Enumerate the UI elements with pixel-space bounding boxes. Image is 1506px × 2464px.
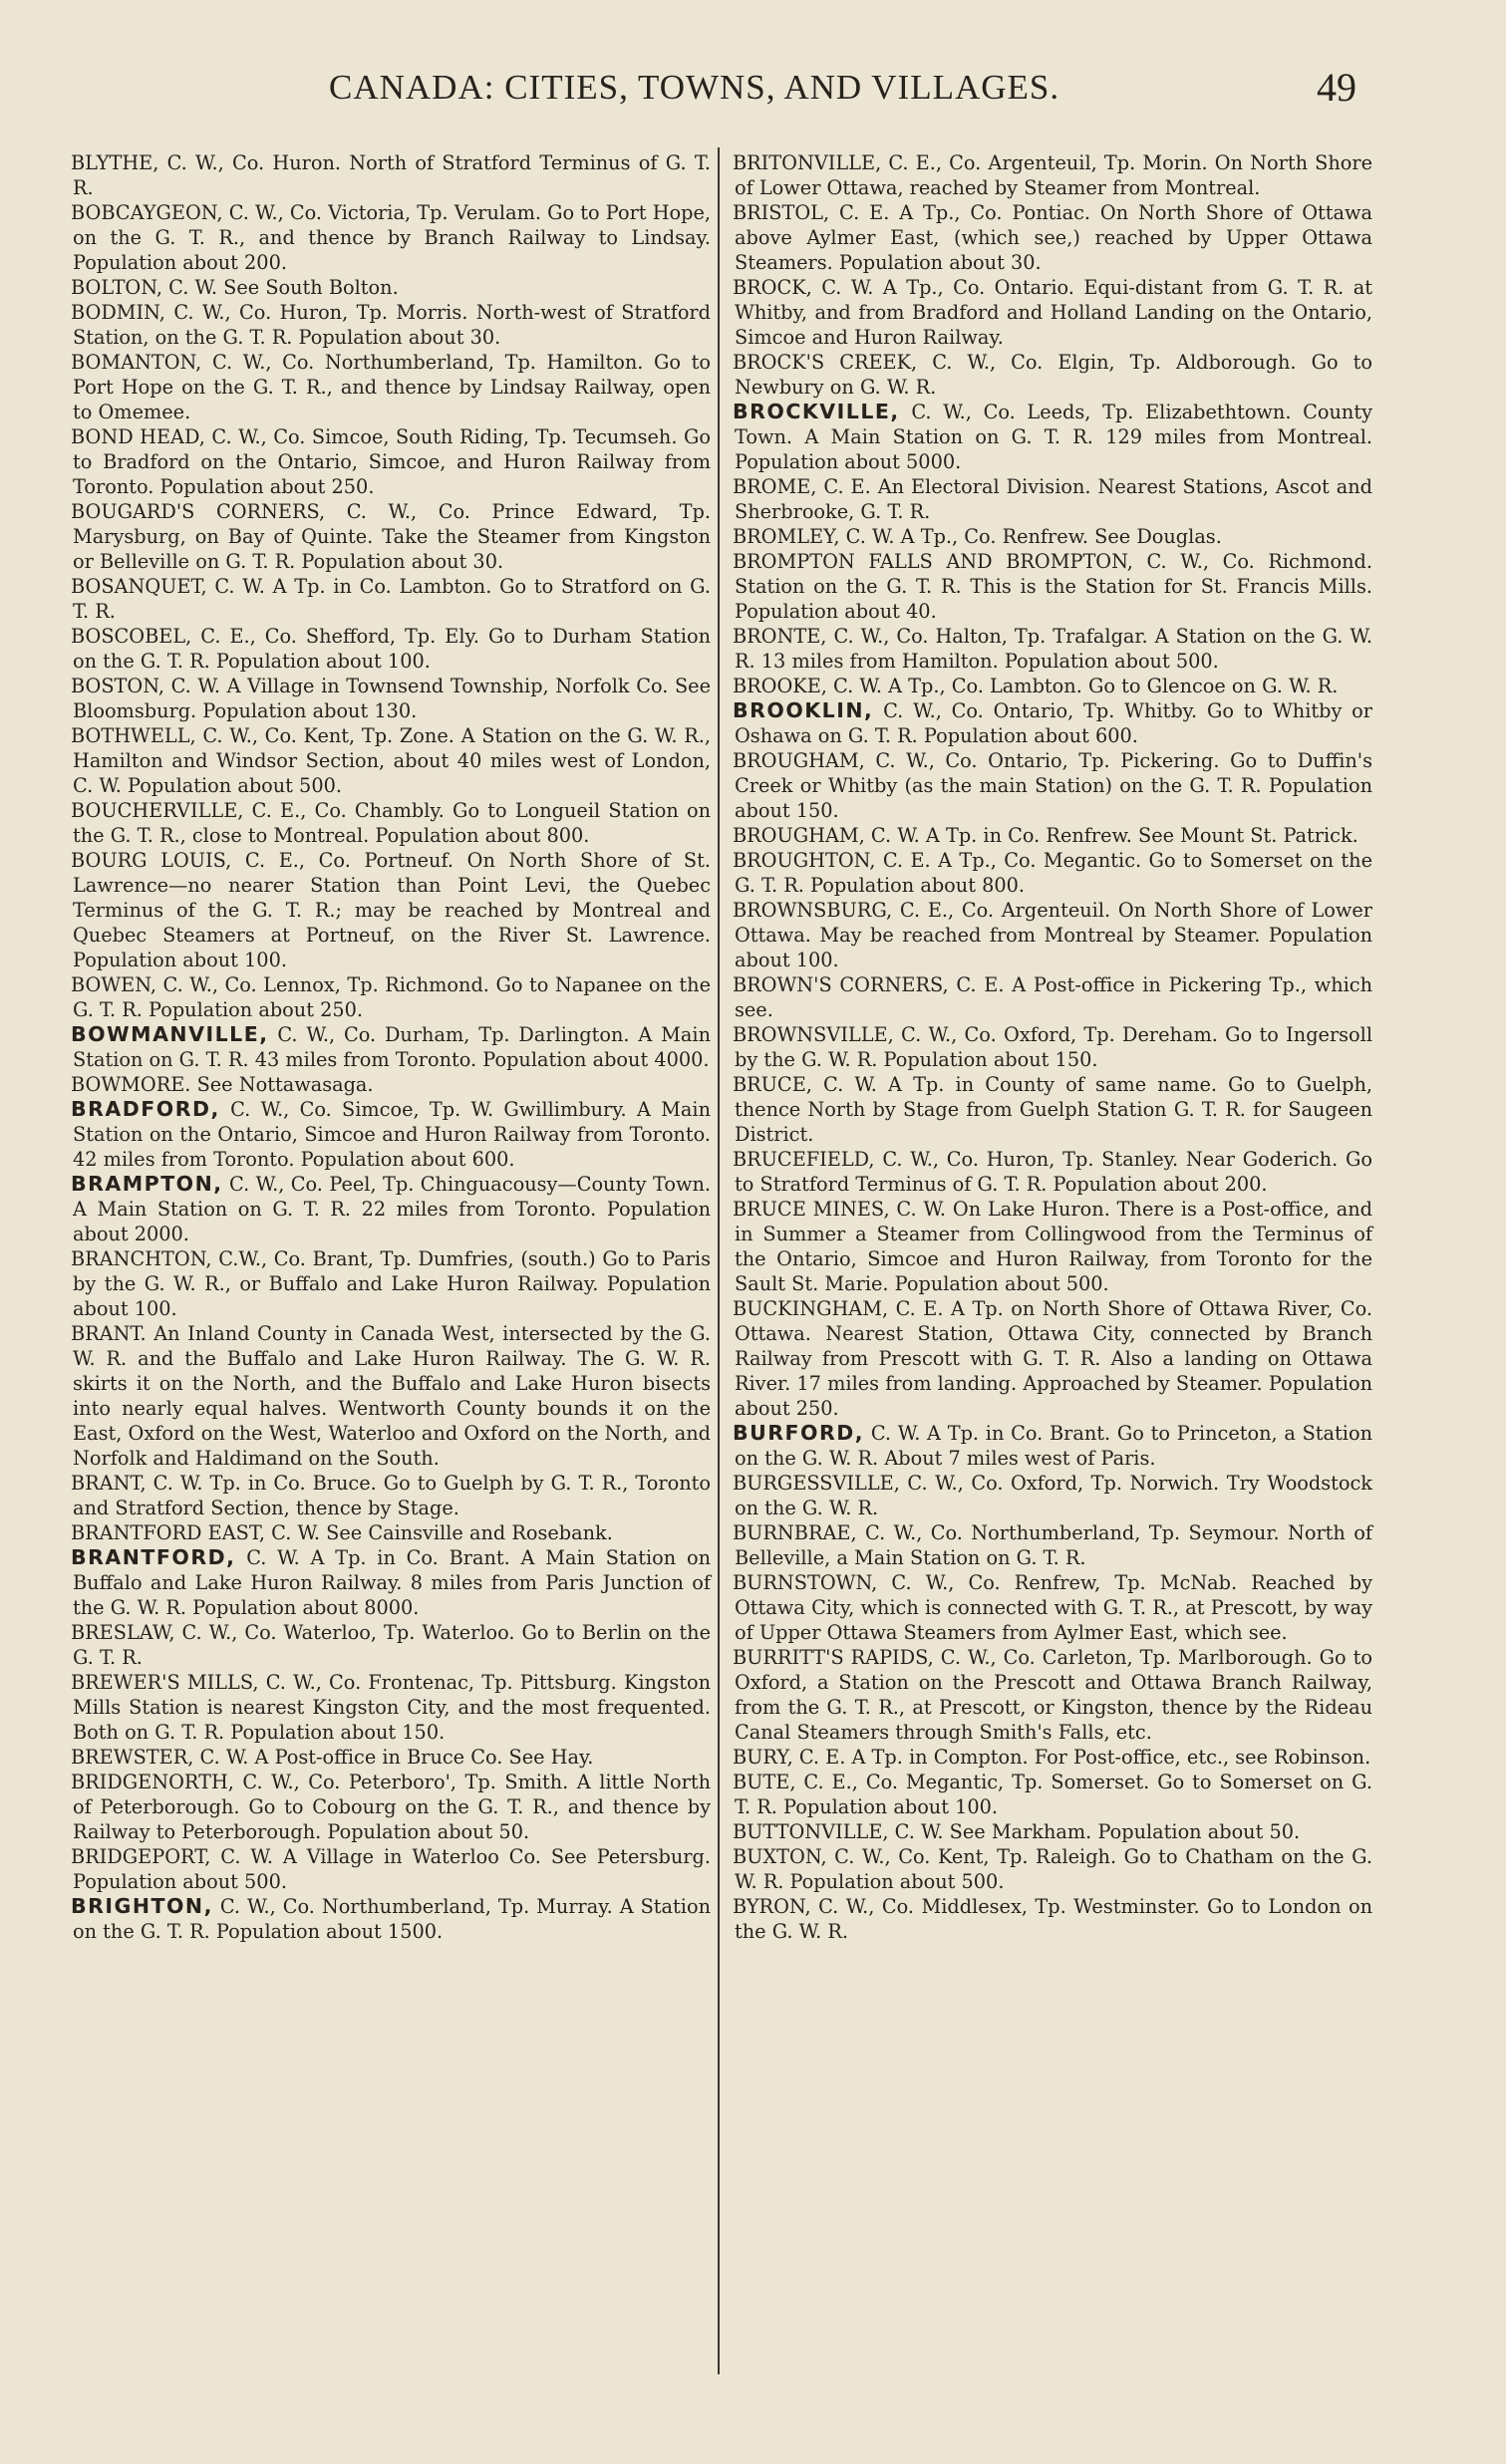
- gazetteer-entry: [73, 1471, 711, 1520]
- entry-text: C. E. An Electoral Division. Nearest Stations, Ascot and Sherbrooke, G. T. R.: [735, 475, 1372, 523]
- gazetteer-entry: [735, 1421, 1372, 1471]
- entry-text: C. W., Co. Kent, Tp. Raleigh. Go to Chatham on the G. W. R. Population about 500.: [735, 1845, 1372, 1893]
- gazetteer-entry: [73, 1545, 711, 1620]
- entry-text: See Nottawasaga.: [190, 1073, 374, 1096]
- gazetteer-entry: [73, 1097, 711, 1172]
- entry-name: BOWEN,: [71, 973, 156, 996]
- gazetteer-entry: [73, 1844, 711, 1894]
- entry-text: C. W., Co. Prince Edward, Tp. Marysburg, on Bay of Quinte. Take the Steamer from Kingston or Belleville on G. T. R. Population about 30.: [73, 500, 711, 573]
- entry-text: C. E., Co. Argenteuil. On North Shore of Lower Ottawa. May be reached from Montreal by Steamer. Population about 100.: [735, 899, 1372, 971]
- entry-name: BRANT,: [71, 1472, 147, 1495]
- page-number: 49: [1317, 65, 1356, 110]
- gazetteer-entry: [73, 300, 711, 350]
- entry-text: C. W., Co. Leeds, Tp. Elizabethtown. County Town. A Main Station on G. T. R. 129 miles from Montreal. Population about 5000.: [735, 401, 1372, 473]
- gazetteer-entry: [73, 150, 711, 200]
- entry-name: BROUGHTON,: [733, 849, 876, 872]
- entry-text: C. W. See Markham. Population about 50.: [888, 1820, 1301, 1843]
- entry-text: C. W., Co. Ontario, Tp. Whitby. Go to Whitby or Oshawa on G. T. R. Population about 600.: [735, 699, 1372, 747]
- entry-name: BROUGHAM,: [733, 749, 865, 772]
- entry-text: C. W., Co. Northumberland, Tp. Hamilton. Go to Port Hope on the G. T. R., and thence by Lindsay Railway, open to Omemee.: [73, 351, 711, 423]
- gazetteer-entry: [73, 798, 711, 848]
- gazetteer-entry: [735, 350, 1372, 400]
- gazetteer-entry: [73, 848, 711, 972]
- gazetteer-entry: [73, 1894, 711, 1944]
- entry-text: C. E. A Tp., Co. Pontiac. On North Shore of Ottawa above Aylmer East, (which see,) reached by Upper Ottawa Steamers. Population about 30.: [735, 201, 1372, 274]
- gazetteer-entry: [735, 698, 1372, 748]
- entry-name: BOBCAYGEON,: [71, 201, 223, 224]
- gazetteer-entry: [73, 350, 711, 424]
- entry-text: C. W., Co. Elgin, Tp. Aldborough. Go to Newbury on G. W. R.: [735, 351, 1372, 399]
- entry-text: C. W., Co. Durham, Tp. Darlington. A Main Station on G. T. R. 43 miles from Toronto. Population about 4000.: [73, 1023, 711, 1071]
- entry-name: BOSCOBEL,: [71, 625, 192, 648]
- gazetteer-entry: [735, 848, 1372, 898]
- gazetteer-entry: [735, 400, 1372, 474]
- entry-text: C. W., Co. Peterboro', Tp. Smith. A little North of Peterborough. Go to Cobourg on the G. T. R., and thence by Railway to Peterborough. Population about 50.: [73, 1771, 711, 1843]
- gazetteer-entry: [73, 424, 711, 499]
- entry-name: BOUCHERVILLE,: [71, 799, 244, 822]
- entry-name: BUCKINGHAM,: [733, 1297, 889, 1320]
- entry-text: An Inland County in Canada West, intersected by the G. W. R. and the Buffalo and Lake Huron Railway. The G. W. R. skirts it on the North, and the Buffalo and Lake Huron bisects into nearly equal halves. Wentworth County bounds it on the East, Oxford on the West, Waterloo and Oxford on the North, and Norfolk and Haldimand on the South.: [73, 1322, 711, 1470]
- entry-name: BROOKLIN,: [733, 698, 874, 722]
- gazetteer-entry: [73, 1072, 711, 1097]
- entry-name: BOSANQUET,: [71, 575, 207, 598]
- gazetteer-entry: [73, 723, 711, 798]
- entry-text: C. E., Co. Chambly. Go to Longueil Station on the G. T. R., close to Montreal. Population about 800.: [73, 799, 711, 847]
- entry-text: C.W., Co. Brant, Tp. Dumfries, (south.) Go to Paris by the G. W. R., or Buffalo and Lake Huron Railway. Population about 100.: [73, 1247, 711, 1320]
- entry-name: BOLTON,: [71, 276, 162, 299]
- entry-name: BRISTOL,: [733, 201, 830, 224]
- entry-text: C. W. A Tp. in Co. Lambton. Go to Stratford on G. T. R.: [73, 575, 711, 623]
- entry-name: BODMIN,: [71, 301, 165, 324]
- gazetteer-entry: [735, 823, 1372, 848]
- entry-name: BRANCHTON,: [71, 1247, 212, 1270]
- entry-text: C. W. Tp. in Co. Bruce. Go to Guelph by G. T. R., Toronto and Stratford Section, thence by Stage.: [73, 1472, 711, 1519]
- entry-text: C. W., Co. Halton, Tp. Trafalgar. A Station on the G. W. R. 13 miles from Hamilton. Population about 500.: [735, 625, 1372, 673]
- gazetteer-entry: [735, 549, 1372, 624]
- entry-name: BOWMORE.: [71, 1073, 191, 1096]
- gazetteer-entry: [735, 474, 1372, 524]
- gazetteer-entry: [735, 1645, 1372, 1745]
- entry-text: C. W., Co. Middlesex, Tp. Westminster. Go to London on the G. W. R.: [735, 1895, 1372, 1943]
- entry-name: BROMPTON FALLS AND BROMPTON,: [733, 550, 1133, 573]
- gazetteer-entry: [73, 1246, 711, 1321]
- entry-name: BROMLEY,: [733, 525, 840, 548]
- gazetteer-entry: [735, 674, 1372, 698]
- entry-name: BUTE,: [733, 1771, 796, 1793]
- gazetteer-entry: [73, 972, 711, 1022]
- gazetteer-entry: [735, 748, 1372, 823]
- entry-name: BRUCE,: [733, 1073, 812, 1096]
- entry-text: C. W. A Post-office in Bruce Co. See Hay.: [193, 1746, 594, 1769]
- gazetteer-entry: [735, 1745, 1372, 1770]
- gazetteer-entry: [73, 1172, 711, 1246]
- page-header: [0, 65, 1506, 118]
- entry-text: C. W., Co. Waterloo, Tp. Waterloo. Go to Berlin on the G. T. R.: [73, 1621, 711, 1669]
- entry-name: BURGESSVILLE,: [733, 1472, 900, 1495]
- entry-text: C. E. A Post-office in Pickering Tp., which see.: [735, 973, 1372, 1021]
- entry-text: C. E. A Tp. in Compton. For Post-office, etc., see Robinson.: [792, 1746, 1371, 1769]
- entry-name: BRANTFORD EAST,: [71, 1521, 265, 1544]
- entry-text: C. W. A Tp. in Co. Brant. A Main Station on Buffalo and Lake Huron Railway. 8 miles from Paris Junction of the G. W. R. Population about 8000.: [73, 1546, 711, 1619]
- entry-name: BRITONVILLE,: [733, 151, 882, 174]
- entry-name: BREWSTER,: [71, 1746, 194, 1769]
- entry-text: C. W., Co. Oxford, Tp. Dereham. Go to Ingersoll by the G. W. R. Population about 150.: [735, 1023, 1372, 1071]
- entry-name: BRADFORD,: [71, 1097, 220, 1121]
- entry-text: C. E., Co. Portneuf. On North Shore of St. Lawrence—no nearer Station than Point Levi, the Quebec Terminus of the G. T. R.; may be reached by Montreal and Quebec Steamers at Portneuf, on the River St. Lawrence. Population about 100.: [73, 849, 711, 971]
- entry-text: C. W. A Tp. in Co. Brant. Go to Princeton, a Station on the G. W. R. About 7 miles west of Paris.: [735, 1422, 1372, 1470]
- gazetteer-entry: [735, 150, 1372, 200]
- entry-name: BROCK'S CREEK,: [733, 351, 918, 374]
- entry-text: C. W., Co. Frontenac, Tp. Pittsburg. Kingston Mills Station is nearest Kingston City, and the most frequented. Both on G. T. R. Population about 150.: [73, 1671, 711, 1744]
- entry-name: BURRITT'S RAPIDS,: [733, 1646, 934, 1669]
- entry-name: BYRON,: [733, 1895, 811, 1918]
- gazetteer-entry: [735, 1296, 1372, 1421]
- entry-text: C. W. See Cainsville and Rosebank.: [265, 1521, 613, 1544]
- entry-text: C. W., Co. Northumberland, Tp. Seymour. North of Belleville, a Main Station on G. T. R.: [735, 1521, 1372, 1569]
- entry-name: BROWN'S CORNERS,: [733, 973, 949, 996]
- gazetteer-entry: [73, 1520, 711, 1545]
- gazetteer-entry: [73, 624, 711, 674]
- gazetteer-entry: [735, 1197, 1372, 1296]
- entry-name: BREWER'S MILLS,: [71, 1671, 259, 1694]
- entry-text: C. W., Co. Simcoe, South Riding, Tp. Tecumseh. Go to Bradford on the Ontario, Simcoe, and Huron Railway from Toronto. Population about 250.: [73, 425, 711, 498]
- entry-name: BROCK,: [733, 276, 812, 299]
- entry-text: C. E., Co. Megantic, Tp. Somerset. Go to Somerset on G. T. R. Population about 100.: [735, 1771, 1372, 1818]
- entry-name: BOND HEAD,: [71, 425, 205, 448]
- entry-name: BLYTHE,: [71, 151, 159, 174]
- entry-text: C. W., Co. Victoria, Tp. Verulam. Go to Port Hope, on the G. T. R., and thence by Branch Railway to Lindsay. Population about 200.: [73, 201, 711, 274]
- entry-text: C. W., Co. Richmond. Station on the G. T. R. This is the Station for St. Francis Mills. Population about 40.: [735, 550, 1373, 623]
- entry-text: C. W. A Tp., Co. Lambton. Go to Glencoe on G. W. R.: [826, 675, 1339, 697]
- entry-text: C. W., Co. Oxford, Tp. Norwich. Try Woodstock on the G. W. R.: [735, 1472, 1372, 1519]
- entry-text: C. E., Co. Shefford, Tp. Ely. Go to Durham Station on the G. T. R. Population about 100.: [73, 625, 711, 673]
- entry-name: BRAMPTON,: [71, 1172, 223, 1196]
- gazetteer-entry: [735, 1770, 1372, 1819]
- gazetteer-entry: [73, 275, 711, 300]
- entry-text: C. W., Co. Renfrew, Tp. McNab. Reached by Ottawa City, which is connected with G. T. R., at Prescott, by way of Upper Ottawa Steamers from Aylmer East, which see.: [735, 1571, 1372, 1644]
- gazetteer-entry: [735, 524, 1372, 549]
- gazetteer-entry: [73, 1321, 711, 1471]
- entry-name: BROWNSBURG,: [733, 899, 893, 922]
- gazetteer-entry: [735, 275, 1372, 350]
- gazetteer-entry: [73, 200, 711, 275]
- entry-text: C. W., Co. Carleton, Tp. Marlborough. Go to Oxford, a Station on the Prescott and Ottawa Branch Railway, from the G. T. R., at Prescott, or Kingston, thence by the Rideau Canal Steamers through Smith's Falls, etc.: [735, 1646, 1372, 1744]
- entry-name: BOSTON,: [71, 675, 164, 697]
- gazetteer-entry: [735, 1147, 1372, 1197]
- gazetteer-entry: [735, 200, 1372, 275]
- entry-name: BOWMANVILLE,: [71, 1022, 269, 1046]
- gazetteer-entry: [735, 1844, 1372, 1894]
- entry-name: BOTHWELL,: [71, 724, 196, 747]
- entry-name: BUTTONVILLE,: [733, 1820, 889, 1843]
- gazetteer-entry: [735, 898, 1372, 972]
- entry-name: BURNBRAE,: [733, 1521, 857, 1544]
- entry-text: C. E. A Tp., Co. Megantic. Go to Somerset on the G. T. R. Population about 800.: [735, 849, 1372, 897]
- entry-text: C. W. A Village in Waterloo Co. See Petersburg. Population about 500.: [73, 1845, 711, 1893]
- gazetteer-entry: [73, 1022, 711, 1072]
- entry-name: BOURG LOUIS,: [71, 849, 232, 872]
- entry-name: BRIGHTON,: [71, 1894, 213, 1918]
- entry-text: C. W. A Tp., Co. Renfrew. See Douglas.: [839, 525, 1222, 548]
- entry-name: BRESLAW,: [71, 1621, 175, 1644]
- entry-name: BOMANTON,: [71, 351, 202, 374]
- gazetteer-entry: [73, 574, 711, 624]
- gazetteer-entry: [735, 972, 1372, 1022]
- left-column: [73, 150, 711, 1944]
- gazetteer-entry: [73, 1745, 711, 1770]
- entry-text: C. W., Co. Ontario, Tp. Pickering. Go to Duffin's Creek or Whitby (as the main Station) on the G. T. R. Population about 150.: [735, 749, 1372, 822]
- entry-name: BRUCE MINES,: [733, 1198, 890, 1221]
- column-divider: [718, 147, 720, 2374]
- gazetteer-entry: [73, 1670, 711, 1745]
- entry-name: BROME,: [733, 475, 817, 498]
- entry-text: C. W., Co. Simcoe, Tp. W. Gwillimbury. A Main Station on the Ontario, Simcoe and Huron Railway from Toronto. 42 miles from Toronto. Population about 600.: [73, 1098, 711, 1171]
- entry-text: C. W., Co. Peel, Tp. Chinguacousy—County Town. A Main Station on G. T. R. 22 miles from Toronto. Population about 2000.: [73, 1173, 711, 1245]
- gazetteer-entry: [73, 499, 711, 574]
- entry-name: BRONTE,: [733, 625, 827, 648]
- entry-text: C. W. A Tp., Co. Ontario. Equi-distant from G. T. R. at Whitby, and from Bradford and Holland Landing on the Ontario, Simcoe and Huron Railway.: [735, 276, 1372, 349]
- entry-text: C. W. On Lake Huron. There is a Post-office, and in Summer a Steamer from Collingwood from the Terminus of the Ontario, Simcoe and Huron Railway, from Toronto for the Sault St. Marie. Population about 500.: [735, 1198, 1372, 1295]
- entry-name: BOUGARD'S CORNERS,: [71, 500, 326, 523]
- gazetteer-entry: [73, 674, 711, 723]
- entry-name: BURFORD,: [733, 1421, 865, 1445]
- running-title: CANADA: CITIES, TOWNS, AND VILLAGES.: [329, 68, 1060, 107]
- entry-text: C. W. A Tp. in Co. Renfrew. See Mount St. Patrick.: [864, 824, 1358, 847]
- entry-name: BROCKVILLE,: [733, 400, 900, 423]
- gazetteer-entry: [73, 1770, 711, 1844]
- entry-name: BRUCEFIELD,: [733, 1148, 875, 1171]
- gazetteer-entry: [735, 1819, 1372, 1844]
- entry-text: C. W., Co. Lennox, Tp. Richmond. Go to Napanee on the G. T. R. Population about 250.: [73, 973, 711, 1021]
- entry-name: BURY,: [733, 1746, 793, 1769]
- entry-name: BRANT.: [71, 1322, 147, 1345]
- entry-name: BROUGHAM,: [733, 824, 865, 847]
- entry-text: C. W. A Village in Townsend Township, Norfolk Co. See Bloomsburg. Population about 130.: [73, 675, 711, 722]
- entry-text: C. W., Co. Kent, Tp. Zone. A Station on the G. W. R., Hamilton and Windsor Section, about 40 miles west of London, C. W. Population about 500.: [73, 724, 711, 797]
- entry-text: C. W., Co. Huron. North of Stratford Terminus of G. T. R.: [73, 151, 711, 199]
- entry-text: C. E., Co. Argenteuil, Tp. Morin. On North Shore of Lower Ottawa, reached by Steamer from Montreal.: [735, 151, 1372, 199]
- entry-name: BRANTFORD,: [71, 1545, 236, 1569]
- entry-text: C. W. A Tp. in County of same name. Go to Guelph, thence North by Stage from Guelph Station G. T. R. for Saugeen District.: [735, 1073, 1372, 1146]
- gazetteer-entry: [735, 624, 1372, 674]
- gazetteer-entry: [735, 1072, 1372, 1147]
- entry-text: C. W. See South Bolton.: [162, 276, 399, 299]
- entry-text: C. W., Co. Huron, Tp. Morris. North-west of Stratford Station, on the G. T. R. Population about 30.: [73, 301, 711, 349]
- entry-text: C. E. A Tp. on North Shore of Ottawa River, Co. Ottawa. Nearest Station, Ottawa City, connected by Branch Railway from Prescott with G. T. R. Also a landing on Ottawa River. 17 miles from landing. Approached by Steamer. Population about 250.: [735, 1297, 1372, 1420]
- gazetteer-entry: [735, 1471, 1372, 1520]
- entry-name: BUXTON,: [733, 1845, 827, 1868]
- gazetteer-entry: [735, 1894, 1372, 1944]
- gazetteer-entry: [735, 1520, 1372, 1570]
- entry-name: BRIDGENORTH,: [71, 1771, 234, 1793]
- entry-text: C. W., Co. Huron, Tp. Stanley. Near Goderich. Go to Stratford Terminus of G. T. R. Population about 200.: [735, 1148, 1372, 1196]
- gazetteer-entry: [73, 1620, 711, 1670]
- entry-name: BURNSTOWN,: [733, 1571, 878, 1594]
- entry-name: BROOKE,: [733, 675, 827, 697]
- gazetteer-entry: [735, 1022, 1372, 1072]
- gazetteer-entry: [735, 1570, 1372, 1645]
- entry-name: BRIDGEPORT,: [71, 1845, 211, 1868]
- entry-name: BROWNSVILLE,: [733, 1023, 894, 1046]
- entry-text: C. W., Co. Northumberland, Tp. Murray. A Station on the G. T. R. Population about 1500.: [73, 1895, 711, 1943]
- right-column: [735, 150, 1372, 1944]
